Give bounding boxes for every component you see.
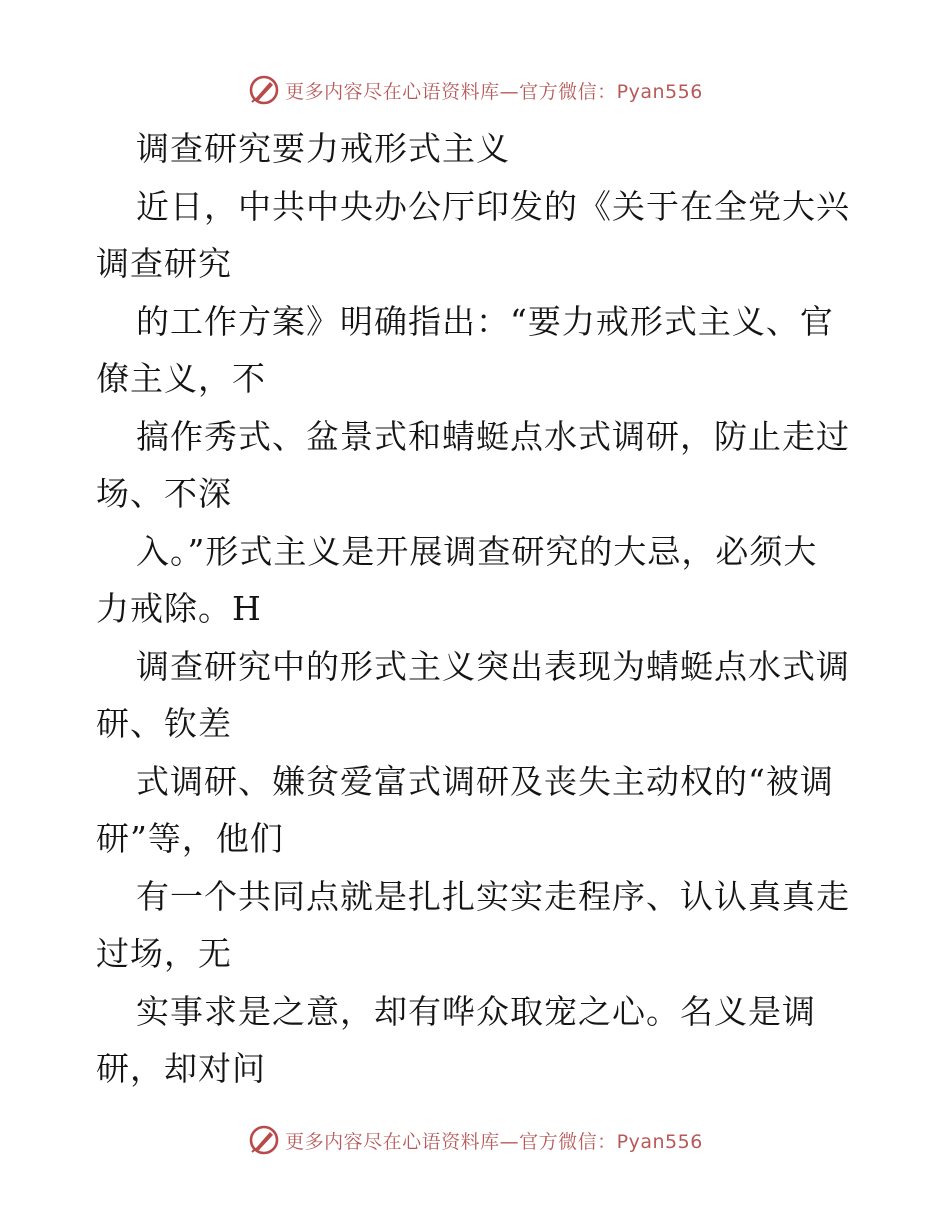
text-line: 入。”形式主义是开展调查研究的大忌，必须大 [136,531,818,571]
watermark-text: 更多内容尽在心语资料库—官方微信：Pyan556 [285,80,703,103]
quill-pen-circle-icon [247,73,281,107]
watermark-banner-top [0,70,950,110]
text-line: 研、钦差 [96,704,232,743]
text-line: 有一个共同点就是扎扎实实走程序、认认真真走 [136,876,850,916]
watermark-text: 更多内容尽在心语资料库—官方微信：Pyan556 [285,1130,703,1153]
text-line: 式调研、嫌贫爱富式调研及丧失主动权的“被调 [136,761,834,801]
text-line: 实事求是之意，却有哗众取宠之心。名义是调 [136,991,816,1031]
text-line: 调查研究 [96,244,232,283]
watermark-banner-bottom [0,1120,950,1160]
document-body [96,120,856,1098]
text-line: 搞作秀式、盆景式和蜻蜓点水式调研，防止走过 [136,416,850,456]
document-title: 调查研究要力戒形式主义 [136,129,510,168]
text-line: 僚主义，不 [96,359,266,398]
text-line: 研”等，他们 [96,819,284,858]
watermark-group [247,1123,703,1157]
quill-pen-circle-icon [247,1123,281,1157]
text-line: 的工作方案》明确指出：“要力戒形式主义、官 [136,301,834,341]
text-line: 过场，无 [96,934,232,973]
text-line: 研，却对问 [96,1049,266,1088]
watermark-group [247,73,703,107]
text-line: 场、不深 [96,474,232,513]
text-line: 调查研究中的形式主义突出表现为蜻蜓点水式调 [136,646,850,686]
text-line: 近日，中共中央办公厅印发的《关于在全党大兴 [136,186,850,226]
text-line: 力戒除。H [96,589,262,628]
